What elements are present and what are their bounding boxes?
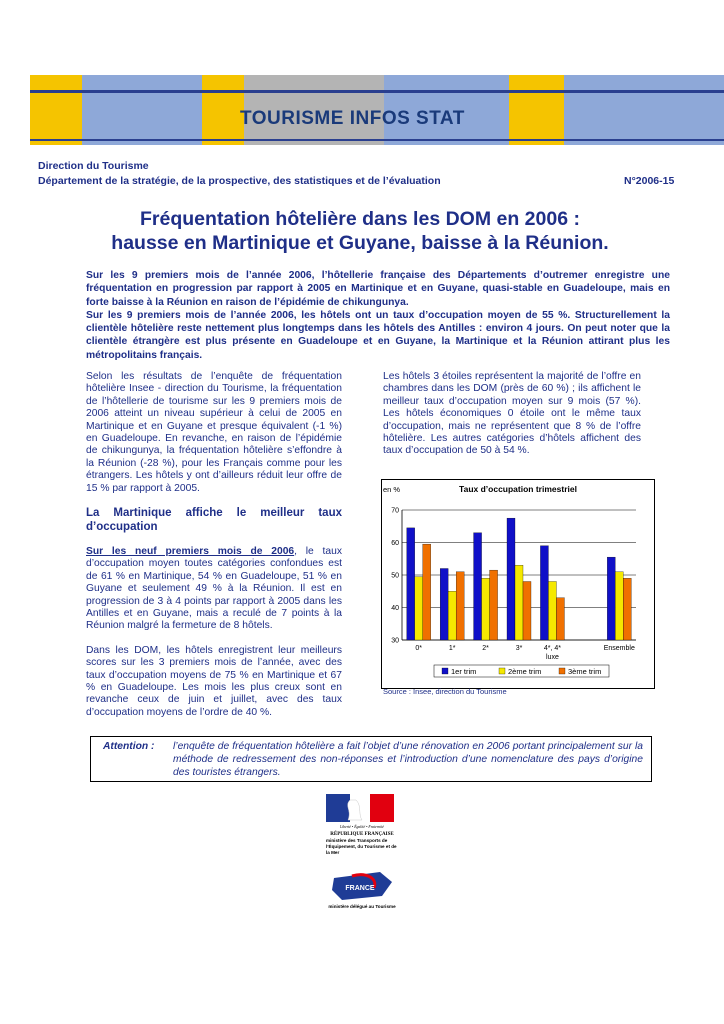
chart-bar: [415, 577, 423, 640]
ministry-logo-svg: [322, 792, 402, 912]
page-title: [60, 207, 660, 255]
chart-bar: [474, 533, 482, 640]
chart-source: Source : Insee, direction du Tourisme: [383, 687, 507, 696]
banner-block: [509, 75, 564, 145]
logo-motto: Liberté • Égalité • Fraternité: [340, 825, 384, 829]
chart-y-tick-label: 40: [391, 605, 399, 612]
chart-bar: [440, 569, 448, 641]
chart-bar: [407, 528, 415, 640]
chart-y-tick-label: 50: [391, 572, 399, 580]
flag-blue: [326, 794, 350, 822]
chart-legend-label: 1er trim: [451, 667, 477, 676]
chart-y-tick-label: 70: [391, 507, 399, 515]
chart-bar: [448, 591, 456, 640]
banner-line-bottom: [30, 139, 724, 141]
banner-title: TOURISME INFOS STAT: [240, 108, 465, 129]
flag-red: [370, 794, 394, 822]
logo-republic: RÉPUBLIQUE FRANÇAISE: [330, 832, 394, 837]
occupancy-chart: [381, 479, 655, 689]
chart-x-tick-label: 0*: [415, 645, 423, 652]
left-column-intro: [86, 371, 342, 507]
chart-bar: [507, 518, 515, 640]
lead-summary: [86, 269, 670, 362]
title-line-1: Fréquentation hôtelière dans les DOM en 2006 :: [140, 208, 580, 230]
chart-x-tick-label: 3*: [515, 645, 523, 652]
department-label: Département de la stratégie, de la prospective, des statistiques et de l’évaluation: [38, 175, 441, 187]
left-paragraph-1: Selon les résultats de l’enquête de fréquentation hôtelière Insee - direction du Tourisme, la fréquentation de l’hôtellerie de tourisme sur les 9 premiers mois de 2006 atteint un niveau supérieur à celui de 2005 en Martinique et en Guyane et presque équivalent (-1 %) en Guadeloupe. En revanche, en raison de l’épidémie de chikungunya, la fréquentation hôtelière s’effondre à la Réunion (-28 %), pour les Français comme pour les étrangers. Les hôtels y ont d’ailleurs réduit leur offre de 15 % par rapport à 2005.: [86, 371, 342, 494]
chart-x-tick-label: Ensemble: [603, 645, 635, 652]
ministry-logo: [322, 792, 402, 912]
chart-bar: [548, 582, 556, 641]
attention-box: [90, 736, 652, 782]
chart-y-tick-label: 60: [391, 540, 399, 547]
chart-legend-label: 3ème trim: [568, 667, 602, 676]
chart-y-tick-label: 30: [391, 637, 399, 645]
chart-bar: [456, 572, 464, 640]
chart-bar: [490, 570, 498, 640]
left-paragraph-2: [86, 546, 342, 633]
chart-x-tick-label: 4*, 4*: [543, 645, 561, 652]
logo-ministry-1-wrap: [326, 838, 400, 870]
section-subheading: La Martinique affiche le meilleur taux d’occupation: [86, 507, 342, 533]
left-column-body: [86, 546, 342, 731]
logo-ministry-2: ministère délégué au Tourisme: [328, 904, 396, 909]
title-line-2: hausse en Martinique et Guyane, baisse à la Réunion.: [111, 232, 609, 254]
chart-legend-swatch: [559, 668, 565, 674]
chart-legend-label: 2ème trim: [508, 667, 542, 676]
lead-paragraph-1: Sur les 9 premiers mois de l’année 2006, l’hôtellerie française des Départements d’outremer enregistre une fréquentation en progression par rapport à 2005 en Martinique et en Guyane, quasi-stable en Guadeloupe, mais en forte baisse à la Réunion en raison de l’épidémie de chikungunya.: [86, 270, 670, 308]
chart-legend-swatch: [442, 668, 448, 674]
right-paragraph-1: Les hôtels 3 étoiles représentent la majorité de l’offre en chambres dans les DOM (près de 60 %) ; ils affichent le meilleur taux d’occupation moyen sur 9 mois (57 %). Les hôtels économiques 0 étoile ont le même taux d’occupation, mais ne représentent que 8 % de l’offre hôtelière. Les autres catégories d’hôtels affichent des taux d’occupation de 50 à 54 %.: [383, 371, 641, 457]
left-paragraph-3: Dans les DOM, les hôtels enregistrent leur meilleurs scores sur les 3 premiers mois de l’année, avec des taux d’occupation moyens de 75 % en Martinique et 67 % en Guadeloupe. Les mois les plus creux sont en revanche ceux de juin et juillet, avec des taux d’occupation moyens de l’ordre de 40 %.: [86, 644, 342, 718]
chart-x-tick-label-2: luxe: [546, 654, 559, 661]
direction-label: Direction du Tourisme: [38, 160, 149, 172]
chart-bar: [623, 578, 631, 640]
chart-bar: [540, 546, 548, 640]
chart-x-tick-label: 2*: [482, 645, 489, 652]
attention-label: Attention :: [103, 741, 155, 752]
left-paragraph-2-lead: Sur les neuf premiers mois de 2006: [86, 546, 295, 557]
logo-ministry-1: ministère des Transports de l’Équipement, du Tourisme et de la Mer: [326, 838, 397, 855]
attention-text: l’enquête de fréquentation hôtelière a fait l’objet d’une rénovation en 2006 portant principalement sur la méthode de redressement des non-réponses et l’introduction d’une nomenclature des pays d’origine des touristes étrangers.: [173, 741, 643, 778]
banner-line-top: [30, 90, 724, 93]
banner-block: [202, 75, 244, 145]
chart-bar: [607, 557, 615, 640]
chart-title: Taux d’occupation trimestriel: [459, 484, 577, 494]
chart-bar: [556, 598, 564, 640]
chart-bar: [423, 544, 431, 640]
chart-bar: [523, 582, 531, 641]
right-column-text: [383, 371, 641, 470]
occupancy-chart-svg: [382, 480, 654, 688]
banner-block: [30, 75, 82, 145]
chart-bar: [482, 578, 490, 640]
logo-france: FRANCE: [345, 885, 375, 892]
chart-y-unit: en %: [383, 485, 401, 494]
banner-block: [564, 75, 724, 145]
chart-legend-swatch: [499, 668, 505, 674]
issue-number: N°2006-15: [624, 175, 675, 187]
chart-bar: [515, 565, 523, 640]
chart-bar: [615, 572, 623, 640]
lead-paragraph-2: Sur les 9 premiers mois de l’année 2006, les hôtels ont un taux d’occupation moyen de 55 %. Structurellement la clientèle hôtelière reste nettement plus longtemps dans les hôtels des Antilles : environ 4 jours. On peut noter que la clientèle étrangère est plus présente en Guadeloupe et en Guyane, la Martinique et la Réunion attirant plus les métropolitains français.: [86, 309, 670, 361]
chart-x-tick-label: 1*: [448, 645, 456, 652]
banner-block: [82, 75, 202, 145]
header-banner: [30, 75, 724, 145]
left-paragraph-2-rest: , le taux d’occupation moyen toutes catégories confondues est de 61 % en Martinique, 54 % en Guadeloupe, 51 % en Guyane et seulement 49 % à la Réunion. Il est en progression de 3 à 4 points par rapport à 2005 dans les Antilles et en Guyane, mais a reculé de 7 points à la Réunion malgré la fermeture de 8 hôtels.: [86, 546, 342, 632]
